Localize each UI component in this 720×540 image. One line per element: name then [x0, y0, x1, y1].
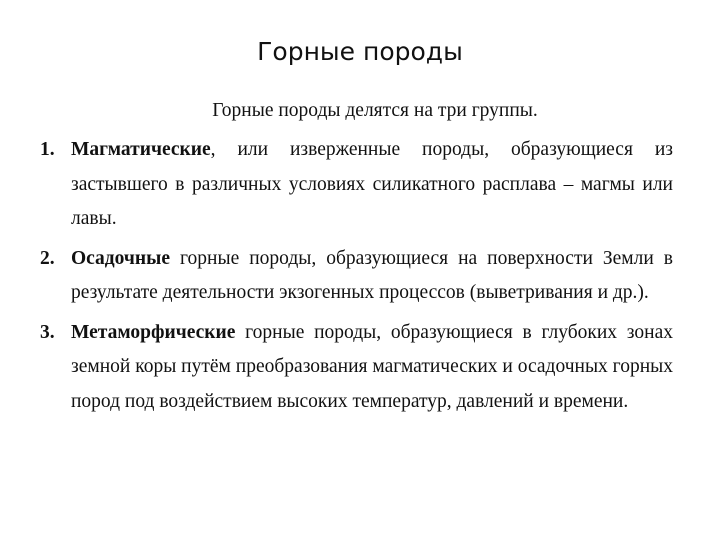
item-text: горные породы, образующиеся в глубоких зонах земной коры путём преобразования магматических и осадочных горных пород под воздействием высоких температур, давлений и времени.	[71, 321, 673, 412]
item-text: горные породы, образующиеся на поверхности Земли в результате деятельности экзогенных процессов (выветривания и др.).	[71, 247, 673, 303]
list-item-magmatic	[40, 133, 673, 237]
intro-text: Горные породы делятся на три группы.	[212, 100, 538, 121]
list-item-sedimentary	[40, 242, 673, 311]
slide-title: Горные породы	[257, 37, 463, 66]
item-term: Магматические	[71, 139, 211, 160]
item-number: 2.	[40, 247, 55, 269]
item-term: Метаморфические	[71, 321, 236, 343]
rock-groups-list	[40, 133, 673, 424]
item-text: , или изверженные породы, образующиеся из застывшего в различных условиях силикатного расплава – магмы или лавы.	[71, 139, 673, 229]
item-number: 1.	[40, 139, 55, 160]
list-item-metamorphic	[40, 316, 673, 420]
item-term: Осадочные	[71, 247, 171, 269]
item-number: 3.	[40, 321, 55, 343]
